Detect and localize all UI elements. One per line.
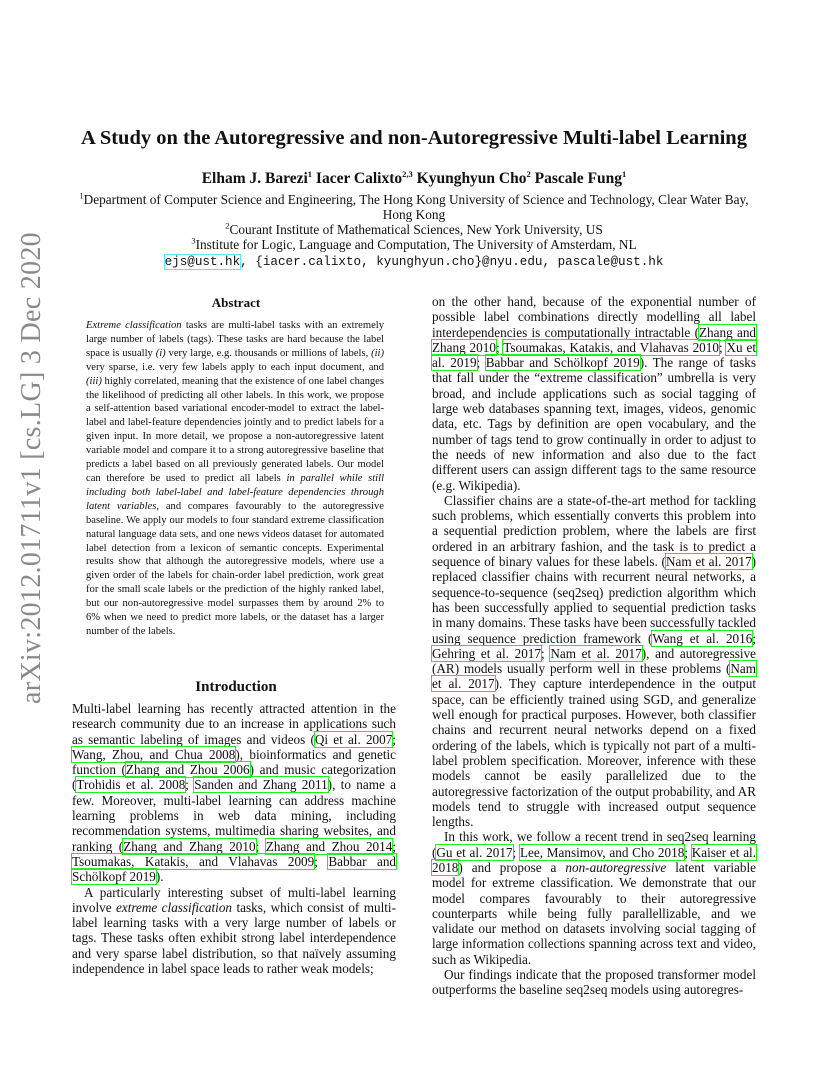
author-affiliation-mark: 1 bbox=[307, 168, 313, 179]
citation-link[interactable]: Nam et al. 2017 bbox=[550, 645, 642, 661]
affiliation-1: $^1$Department of Computer Science and Engineering, The Hong Kong University of Science and Technology, Clear Water Bay, bbox=[79, 190, 749, 207]
author-emails bbox=[60, 253, 768, 270]
author-affiliation-mark: 2,3 bbox=[402, 168, 413, 179]
author-name: Elham J. Barezi bbox=[201, 170, 308, 187]
paragraph: In this work, we follow a recent trend in seq2seq learning (Gu et al. 2017; Lee, Mansimov, and Cho 2018; Kaiser et al. 2018) and propose a non-autoregressive latent variable model for extreme classification. We demonstrate that our model compares favourably to their autoregressive counterparts while being fully parallellizable, and we validate our method on datasets involving social tagging of large information collections spanning across text and video, such as Wikipedia. bbox=[432, 829, 757, 967]
citation-link[interactable]: Babbar and Schölkopf 2019 bbox=[485, 355, 640, 371]
citation-link[interactable]: Tsoumakas, Katakis, and Vlahavas 2010 bbox=[503, 339, 719, 355]
citation-link[interactable]: Nam et al. 2017 bbox=[432, 661, 756, 692]
citation-link[interactable]: Gehring et al. 2017 bbox=[432, 645, 541, 661]
citation-link[interactable]: Zhang and Zhang 2010 bbox=[432, 324, 757, 355]
author-list bbox=[60, 170, 768, 188]
paragraph: A particularly interesting subset of multi-label learning involve extreme classification tasks, which consist of multi-label learning tasks with a very large number of labels or tags. These tasks often exhibit strong label interdependence and very sparse label distribution, so that naïvely assuming independence in label space leads to rather weak models; bbox=[72, 884, 396, 977]
right-column-body bbox=[432, 294, 756, 998]
affiliation-2: $^2$Courant Institute of Mathematical Sciences, New York University, US bbox=[225, 220, 603, 237]
citation-link[interactable]: Wang, Zhou, and Chua 2008 bbox=[72, 746, 236, 762]
author-affiliation-mark: 2 bbox=[526, 168, 531, 179]
citation-link[interactable]: Babbar and Schölkopf 2019 bbox=[72, 853, 397, 885]
author-affiliation-mark: 1 bbox=[622, 168, 627, 179]
citation-link[interactable]: Qi et al. 2007 bbox=[314, 731, 393, 747]
abstract-body: Extreme classification tasks are multi-label tasks with an extremely large number of labels (tags). These tasks are hard because the label space is usually (i) very large, e.g. thousands or millions of labels, (ii) very sparse, i.e. very few labels apply to each input document, and (iii) highly correlated, meaning that the existence of one label changes the likelihood of predicting all other labels. In this work, we propose a self-attention based variational encoder-model to extract the label-label and label-feature dependencies jointly and to predict labels for a given input. In more detail, we propose a non-autoregressive latent variable model and compare it to a strong autoregressive baseline that predicts a label based on all previously generated labels. Our model can therefore be used to predict all labels in parallel while still including both label-label and label-feature dependencies through latent variables, and compares favourably to the autoregressive baseline. We apply our models to four standard extreme classification natural language data sets, and one news videos dataset for automated label detection from a lexicon of semantic concepts. Experimental results show that although the autoregressive models, where use a given order of the labels for chain-order label prediction, work great for the small scale labels or the prediction of the highly ranked label, but our non-autoregressive model surpasses them by around 2% to 6% when we need to predict more labels, or the dataset has a larger number of the labels. bbox=[86, 320, 385, 637]
arxiv-identifier-sidebar: arXiv:2012.01711v1 [cs.LG] 3 Dec 2020 bbox=[16, 232, 47, 704]
citation-link[interactable]: Zhang and Zhou 2006 bbox=[125, 762, 250, 778]
abstract-heading: Abstract bbox=[211, 295, 261, 310]
citation-link[interactable]: Xu et al. 2019 bbox=[432, 339, 756, 371]
author-name: Iacer Calixto bbox=[315, 170, 403, 187]
email-link[interactable]: ejs@ust.hk bbox=[164, 255, 241, 269]
citation-link[interactable]: Sanden and Zhang 2011 bbox=[194, 777, 328, 793]
paragraph: on the other hand, because of the exponential number of possible label combinations directly modelling all label interdependencies is computationally intractable (Zhang and Zhang 2010; Tsoumakas, Katakis, and Vlahavas 2010; Xu et al. 2019; Babbar and Schölkopf 2019). The range of tasks that fall under the “extreme classification” umbrella is very broad, and include applications such as social tagging of large web databases spanning text, images, videos, genomic data, etc. Tags by definition are open vocabulary, and the number of tags tend to grow continually in order to adjust to the needs of new information and also due to the fact different users can assign different tags to the same resource (e.g. Wikipedia). bbox=[432, 294, 757, 493]
paragraph: Multi-label learning has recently attracted attention in the research community due to an increase in applications such as semantic labeling of images and videos (Qi et al. 2007; Wang, Zhou, and Chua 2008), bioinformatics and genetic function (Zhang and Zhou 2006) and music categorization (Trohidis et al. 2008; Sanden and Zhang 2011), to name a few. Moreover, multi-label learning can address machine learning problems in web data mining, including recommendation systems, multimedia sharing websites, and ranking (Zhang and Zhang 2010; Zhang and Zhou 2014; Tsoumakas, Katakis, and Vlahavas 2009; Babbar and Schölkopf 2019). bbox=[72, 701, 397, 885]
affiliation-3: $^3$Institute for Logic, Language and Computation, The University of Amsterdam, NL bbox=[191, 235, 637, 252]
citation-link[interactable]: Zhang and Zhou 2014 bbox=[265, 838, 393, 854]
paragraph: Classifier chains are a state-of-the-art method for tackling such problems, which essentially converts this problem into a sequential prediction problem, where the labels are first ordered in an arbitrary fashion, and the task is to predict a sequence of binary values for these labels. (Nam et al. 2017) replaced classifier chains with recurrent neural networks, a sequence-to-sequence (seq2seq) prediction algorithm which has been successfully applied to sequential prediction tasks in many domains. These tasks have been successfully tackled using sequence prediction framework (Wang et al. 2016; Gehring et al. 2017; Nam et al. 2017), and autoregressive (AR) models usually perform well in these problems (Nam et al. 2017). They capture interdependence in the output space, can be efficiently trained using SGD, and generalize well enough for practical purposes. However, both classifier chains and recurrent neural networks depend on a fixed ordering of the labels, which is typically not part of a multi-label problem specification. Moreover, inference with these models cannot be easily parallelized due to the autoregressive factorization of the output probability, and AR models tend to struggle with increased output sequence lengths. bbox=[432, 492, 757, 830]
introduction-heading: Introduction bbox=[195, 679, 277, 695]
citation-link[interactable]: Nam et al. 2017 bbox=[665, 554, 752, 570]
author-name: Pascale Fung bbox=[534, 170, 623, 187]
citation-link[interactable]: Tsoumakas, Katakis, and Vlahavas 2009 bbox=[72, 853, 315, 869]
citation-link[interactable]: Trohidis et al. 2008 bbox=[76, 777, 186, 793]
author-name: Kyunghyun Cho bbox=[416, 170, 527, 187]
citation-link[interactable]: Zhang and Zhang 2010 bbox=[123, 838, 256, 854]
citation-link[interactable]: Lee, Mansimov, and Cho 2018 bbox=[519, 844, 685, 860]
citation-link[interactable]: Wang et al. 2016 bbox=[652, 630, 753, 646]
paragraph: Our findings indicate that the proposed transformer model outperforms the baseline seq2seq models using autoregres- bbox=[432, 967, 756, 998]
citation-link[interactable]: Gu et al. 2017 bbox=[436, 844, 513, 860]
citation-link[interactable]: Kaiser et al. 2018 bbox=[432, 844, 757, 875]
affiliation-1-continued: Hong Kong bbox=[382, 207, 446, 222]
email-list: , {iacer.calixto, kyunghyun.cho}@nyu.edu, pascale@ust.hk bbox=[240, 255, 664, 269]
introduction-body bbox=[72, 701, 396, 976]
paper-title: A Study on the Autoregressive and non-Autoregressive Multi-label Learning bbox=[81, 127, 747, 149]
